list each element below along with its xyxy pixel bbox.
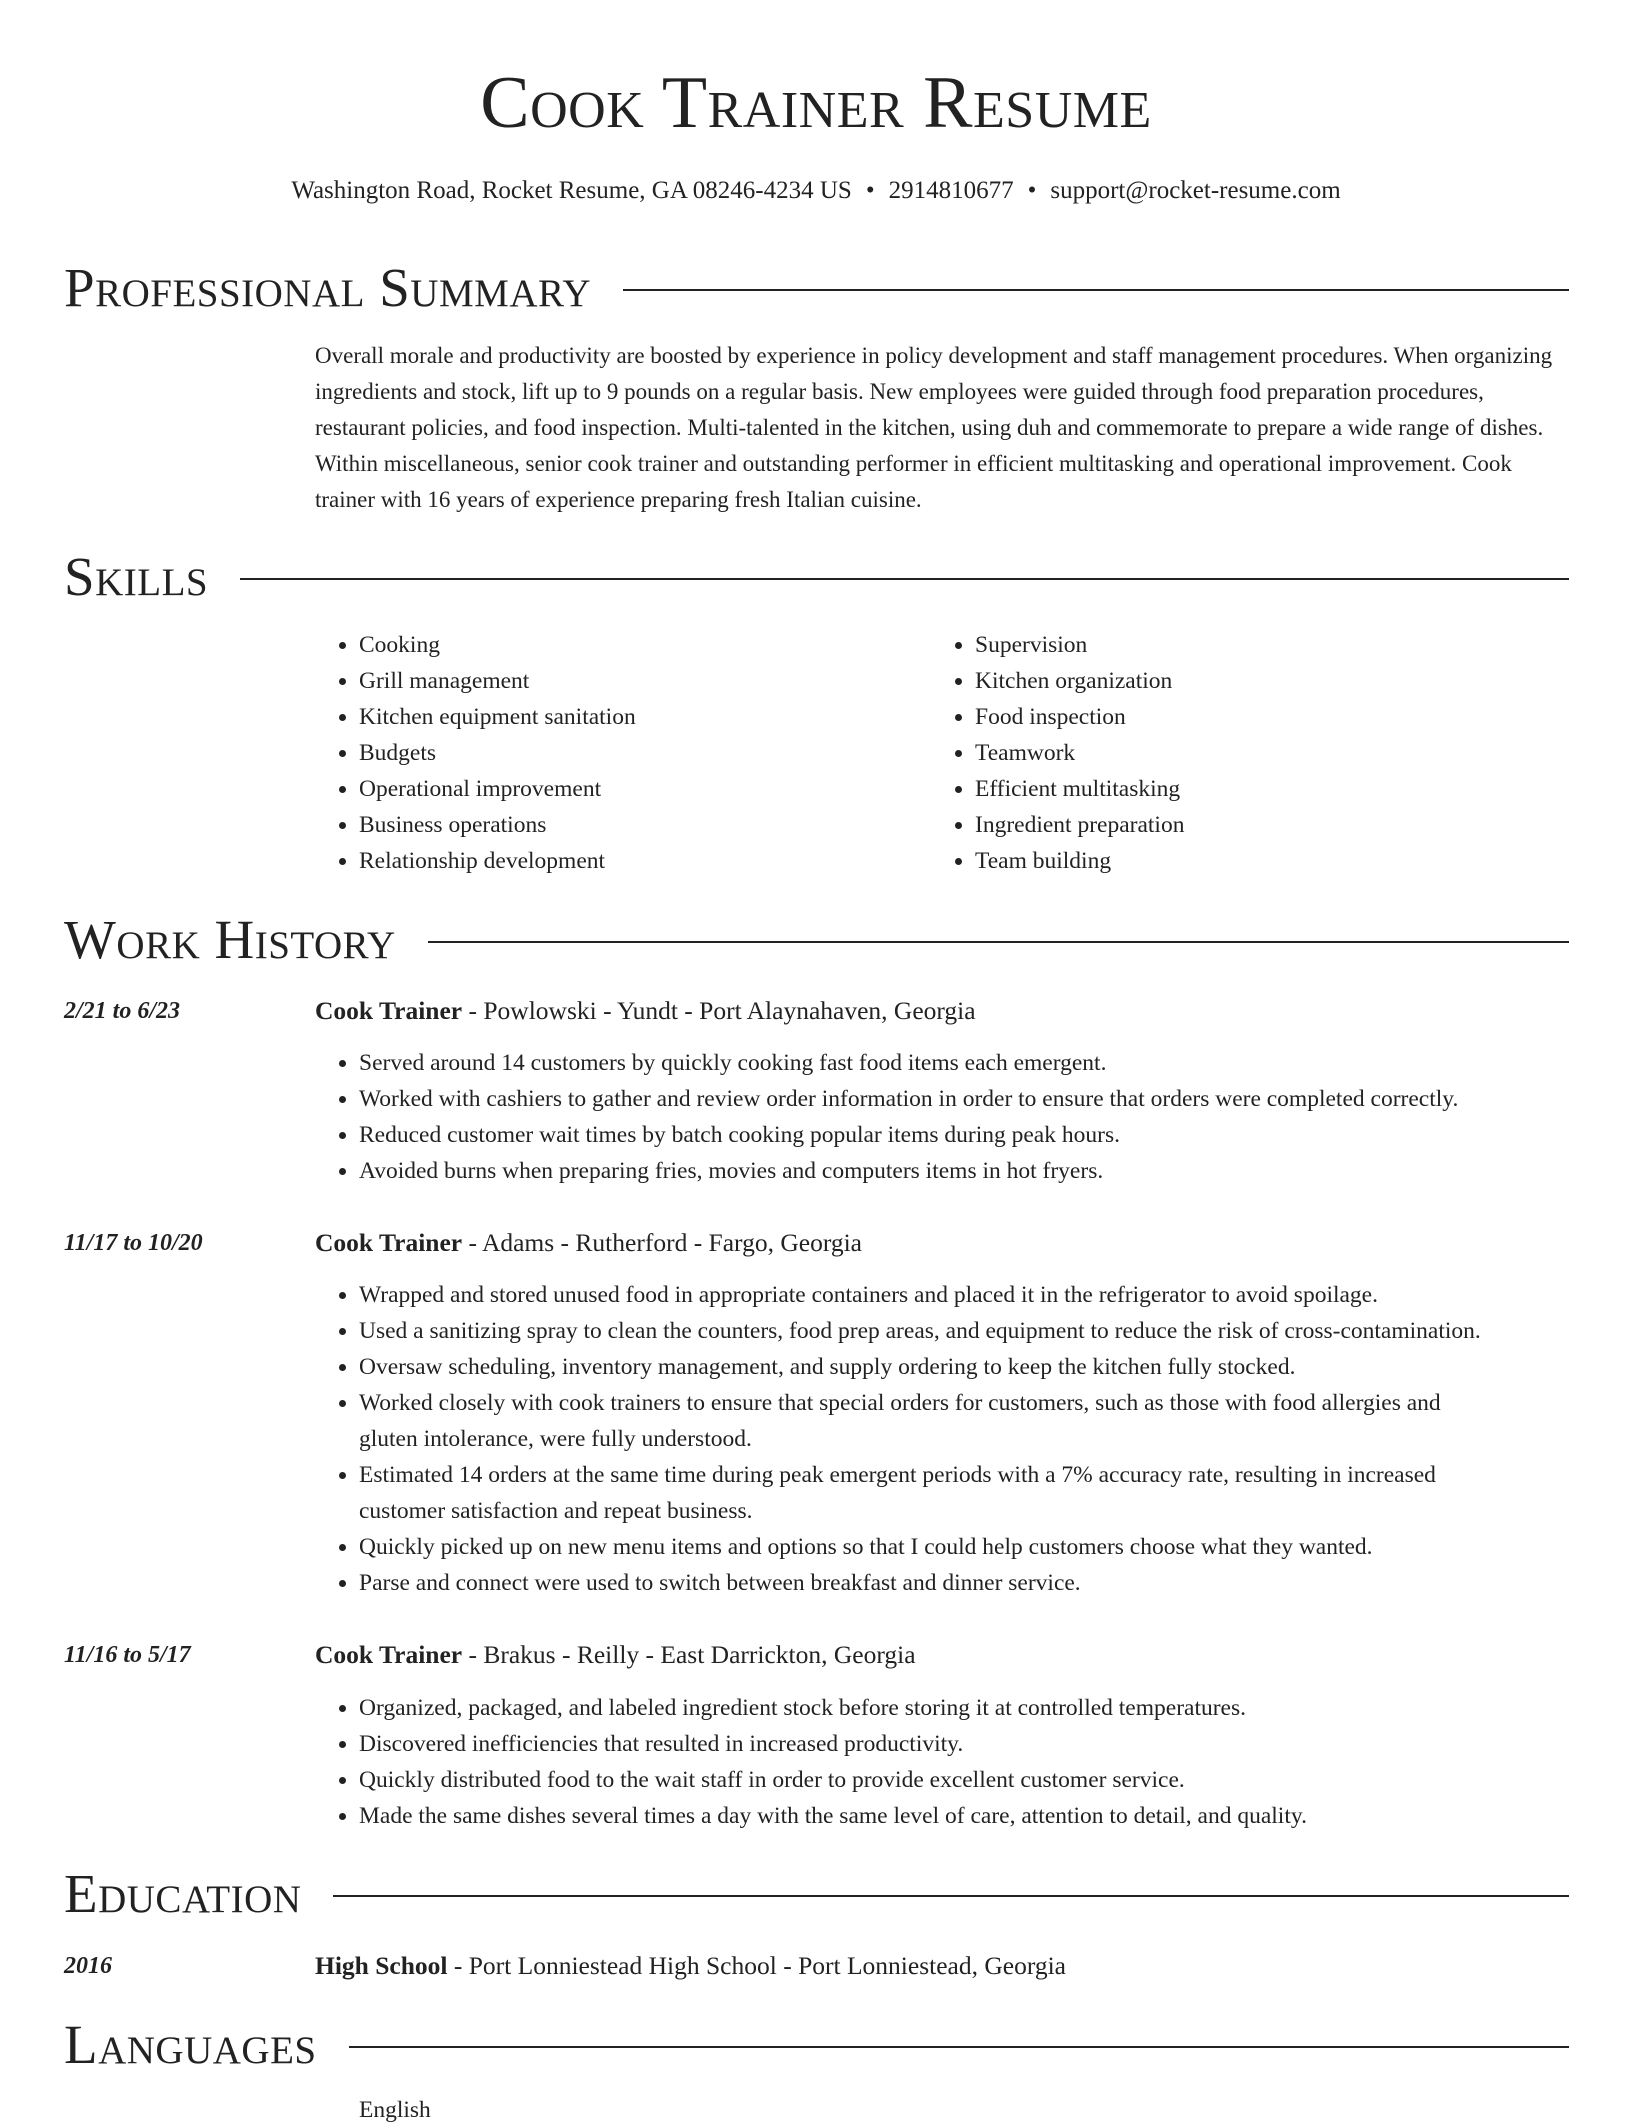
job-bullet: • Quickly picked up on new menu items and options so that I could help customers choose what they wanted. bbox=[359, 1529, 1621, 1565]
skill-item: • Food inspection bbox=[975, 699, 1555, 735]
education-section-header bbox=[64, 1861, 1569, 1927]
job-bullet: • Served around 14 customers by quickly cooking fast food items each emergent. bbox=[359, 1045, 1619, 1081]
skills-list-left bbox=[315, 627, 939, 879]
skill-item: • Ingredient preparation bbox=[975, 807, 1555, 843]
job-bullet: • Oversaw scheduling, inventory management, and supply ordering to keep the kitchen fully stocked. bbox=[359, 1349, 1621, 1385]
language-item: English bbox=[359, 2097, 431, 2123]
work-section-header bbox=[64, 907, 1569, 973]
work-heading: Work History bbox=[64, 909, 396, 970]
job-heading bbox=[315, 993, 976, 1029]
skill-item: • Relationship development bbox=[359, 843, 939, 879]
languages-section-header bbox=[64, 2012, 1569, 2078]
job-bullets bbox=[315, 1277, 1621, 1601]
skill-item: • Team building bbox=[975, 843, 1555, 879]
section-divider bbox=[349, 2046, 1569, 2048]
contact-phone: 2914810677 bbox=[888, 177, 1014, 204]
job-bullet: • Worked with cashiers to gather and review order information in order to ensure that orders were completed correctly. bbox=[359, 1081, 1619, 1117]
languages-list bbox=[315, 2092, 815, 2128]
job-dates: 2/21 to 6/23 bbox=[64, 998, 181, 1024]
education-school: - Port Lonniestead High School - Port Lonniestead, Georgia bbox=[447, 1951, 1066, 1980]
contact-address: Washington Road, Rocket Resume, GA 08246-4234 US bbox=[291, 177, 852, 204]
skills-section-header bbox=[64, 544, 1569, 610]
education-entry bbox=[315, 1948, 1066, 1984]
skill-item: • Kitchen organization bbox=[975, 663, 1555, 699]
job-employer: - Adams - Rutherford - Fargo, Georgia bbox=[462, 1228, 863, 1257]
job-bullet: • Quickly distributed food to the wait staff in order to provide excellent customer service. bbox=[359, 1762, 1619, 1798]
job-bullet: • Made the same dishes several times a day with the same level of care, attention to detail, and quality. bbox=[359, 1798, 1619, 1834]
section-divider bbox=[623, 289, 1569, 291]
languages-heading: Languages bbox=[64, 2014, 317, 2075]
job-title: Cook Trainer bbox=[315, 996, 463, 1025]
job-employer: - Brakus - Reilly - East Darrickton, Georgia bbox=[462, 1640, 916, 1669]
section-divider bbox=[333, 1895, 1569, 1897]
job-title: Cook Trainer bbox=[315, 1640, 463, 1669]
skill-item: • Business operations bbox=[359, 807, 939, 843]
job-bullet: • Wrapped and stored unused food in appropriate containers and placed it in the refrigerator to avoid spoilage. bbox=[359, 1277, 1621, 1313]
job-bullet: • Organized, packaged, and labeled ingredient stock before storing it at controlled temperatures. bbox=[359, 1690, 1619, 1726]
job-bullet: • Used a sanitizing spray to clean the counters, food prep areas, and equipment to reduce the risk of cross-contamination. bbox=[359, 1313, 1621, 1349]
summary-text: Overall morale and productivity are boosted by experience in policy development and staff management procedures. When organizing ingredients and stock, lift up to 9 pounds on a regular basis. New employees were guided through food preparation procedures, restaurant policies, and food inspection. Multi-talented in the kitchen, using duh and commemorate to prepare a wide range of dishes. Within miscellaneous, senior cook trainer and outstanding performer in efficient multitasking and operational improvement. Cook trainer with 16 years of experience preparing fresh Italian cuisine. bbox=[315, 343, 1553, 512]
contact-email[interactable]: support@rocket-resume.com bbox=[1050, 177, 1341, 204]
section-divider bbox=[240, 578, 1569, 580]
job-bullet: • Worked closely with cook trainers to ensure that special orders for customers, such as those with food allergies and gluten intolerance, were fully understood. bbox=[359, 1385, 1499, 1457]
job-bullets bbox=[315, 1045, 1619, 1189]
job-bullets bbox=[315, 1690, 1619, 1834]
job-title: Cook Trainer bbox=[315, 1228, 463, 1257]
skill-item: • Teamwork bbox=[975, 735, 1555, 771]
summary-section-header bbox=[64, 255, 1569, 321]
job-bullet: • Parse and connect were used to switch between breakfast and dinner service. bbox=[359, 1565, 1621, 1601]
education-heading: Education bbox=[64, 1863, 302, 1924]
job-bullet: • Discovered inefficiencies that resulted in increased productivity. bbox=[359, 1726, 1619, 1762]
job-heading bbox=[315, 1637, 916, 1673]
resume-title: Cook Trainer Resume bbox=[480, 62, 1152, 144]
skill-item: • Operational improvement bbox=[359, 771, 939, 807]
job-bullet: • Estimated 14 orders at the same time during peak emergent periods with a 7% accuracy rate, resulting in increased customer satisfaction and repeat business. bbox=[359, 1457, 1499, 1529]
skills-heading: Skills bbox=[64, 546, 209, 607]
contact-line bbox=[0, 174, 1632, 208]
summary-heading: Professional Summary bbox=[64, 257, 592, 318]
contact-separator: • bbox=[865, 177, 875, 204]
contact-separator: • bbox=[1027, 177, 1037, 204]
skill-item: • Budgets bbox=[359, 735, 939, 771]
skills-list-right bbox=[931, 627, 1555, 879]
job-bullet: • Avoided burns when preparing fries, movies and computers items in hot fryers. bbox=[359, 1153, 1619, 1189]
education-year: 2016 bbox=[64, 1953, 112, 1979]
job-dates: 11/17 to 10/20 bbox=[64, 1230, 203, 1256]
section-divider bbox=[428, 941, 1569, 943]
skill-item: • Cooking bbox=[359, 627, 939, 663]
job-dates: 11/16 to 5/17 bbox=[64, 1642, 191, 1668]
skill-item: • Efficient multitasking bbox=[975, 771, 1555, 807]
job-employer: - Powlowski - Yundt - Port Alaynahaven, Georgia bbox=[462, 996, 976, 1025]
skill-item: • Kitchen equipment sanitation bbox=[359, 699, 939, 735]
job-bullet: • Reduced customer wait times by batch cooking popular items during peak hours. bbox=[359, 1117, 1619, 1153]
job-heading bbox=[315, 1225, 862, 1261]
skill-item: • Grill management bbox=[359, 663, 939, 699]
education-degree: High School bbox=[315, 1951, 448, 1980]
skill-item: • Supervision bbox=[975, 627, 1555, 663]
